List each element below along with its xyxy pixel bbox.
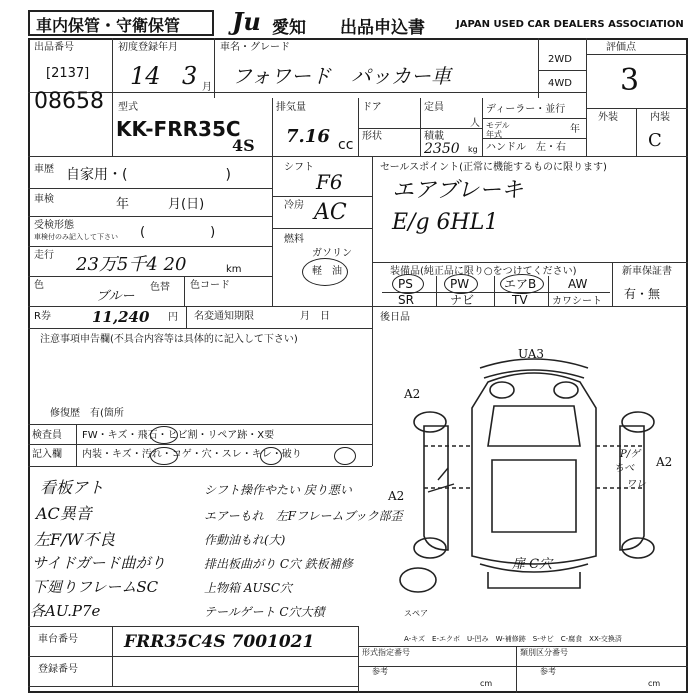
shift-label: シフト (284, 162, 314, 173)
inspector-row1: FW・キズ・飛石・ヒビ割・リペア跡・X要 (82, 430, 275, 441)
registration-month: 3 (182, 62, 198, 90)
fuel-gas: ガソリン (312, 248, 352, 259)
name-change-label: 名変通知期限 (194, 311, 254, 322)
color-label: 色 (34, 280, 44, 291)
divider (516, 646, 517, 693)
rear-label: 後日品 (380, 312, 410, 323)
inspector-entry-label: 記入欄 (32, 449, 62, 460)
mileage-value: 23万5千4 20 (76, 254, 187, 275)
divider (184, 276, 185, 306)
drive-4wd: 4WD (548, 78, 572, 89)
equipment-air-brake-circle (500, 274, 544, 294)
divider (272, 196, 372, 197)
mileage-label: 走行 (34, 250, 54, 261)
divider (272, 228, 372, 229)
lot-bracket: [2137] (46, 66, 90, 81)
dims-label-2: 類別区分番号 (520, 648, 568, 657)
divider (482, 98, 483, 156)
shift-value: F6 (316, 170, 343, 194)
cooling-value: AC (314, 200, 347, 225)
grade-label: 評価点 (606, 42, 636, 53)
equipment-pw-circle (444, 274, 478, 294)
sales-point-line1: エアブレーキ (392, 178, 524, 203)
color-change-label: 色替 (150, 282, 170, 293)
inspection-label: 車検 (34, 194, 54, 205)
model-year-label: モデル年式 (486, 121, 510, 139)
dirt-circle (150, 447, 178, 465)
form-title: 出品申込書 (340, 18, 425, 38)
history-value: 自家用・( ) (66, 167, 231, 183)
divider (358, 98, 359, 156)
divider (586, 38, 587, 156)
load-label: 積載 (424, 131, 444, 142)
note-left-2: AC異音 (36, 504, 92, 523)
divider (28, 444, 372, 445)
divider (28, 156, 688, 157)
diagram-right-mark: A2 (656, 455, 673, 469)
model-name-label: 車名・グレード (220, 42, 290, 53)
equipment-label: 装備品(純正品に限り○をつけてください) (390, 266, 577, 277)
type-value: KK-FRR35C (116, 117, 241, 141)
divider (494, 276, 495, 306)
diagram-bottom-note: 扉 C穴 (512, 557, 553, 572)
divider (586, 108, 688, 109)
divider (358, 666, 688, 667)
org-name: 愛知 (272, 18, 306, 38)
divider (420, 98, 421, 156)
divider (112, 38, 113, 156)
inspection-value: 年 月(日) (116, 197, 205, 212)
recycle-unit: 円 (168, 312, 178, 323)
model-name-value: フォワード パッカー車 (232, 64, 451, 88)
model-year-unit: 年 (570, 124, 580, 135)
received-note: 車検付のみ記入して下さい (34, 233, 118, 241)
diagram-top-mark: UA3 (518, 347, 545, 361)
divider (612, 262, 613, 306)
inspector-row2: 内装・キズ・汚れ・コゲ・穴・スレ・キレ・破り (82, 449, 302, 460)
equipment-pw: PW (450, 277, 470, 291)
type-label: 型式 (118, 102, 138, 113)
load-value: 2350 (424, 141, 460, 157)
divider (538, 70, 586, 71)
note-right-1: シフト操作やたい 戻り悪い (204, 483, 352, 497)
displacement-value: 7.16 (286, 126, 330, 147)
notes-label: 注意事項申告欄(不具合内容等は具体的に記入して下さい) (40, 334, 298, 345)
divider (28, 216, 272, 217)
divider (28, 686, 358, 687)
reg-number-label: 登録番号 (38, 664, 78, 675)
stone-chip-circle (150, 426, 178, 444)
dims-ref-1: 参考 (372, 667, 388, 676)
diagram-right-note-1: P/ゲ (620, 449, 641, 460)
divider (482, 118, 586, 119)
english-title: JAPAN USED CAR DEALERS ASSOCIATION (456, 19, 684, 30)
wear-circle (260, 447, 282, 465)
note-right-4: 排出板曲がり C穴 鉄板補修 (204, 557, 353, 571)
recycle-label: R券 (34, 311, 51, 322)
new-car-warranty-value: 有・無 (624, 287, 661, 301)
note-left-6: 各AU.P7e (30, 602, 101, 620)
cooling-label: 冷房 (284, 200, 304, 211)
divider (372, 262, 688, 263)
lot-number: 08658 (34, 89, 104, 114)
note-right-3: 作動油もれ(大) (204, 533, 286, 547)
divider (186, 306, 187, 328)
divider (548, 276, 549, 306)
divider (372, 306, 373, 466)
damage-legend: A-キズ E-エクボ U-凹み W-補修跡 S-サビ C-腐食 XX-交換済 (404, 635, 622, 643)
fuel-diesel: 軽 油 (312, 266, 342, 277)
dealer-label: ディーラー・並行 (486, 104, 566, 115)
equipment-aw: AW (568, 277, 588, 291)
divider (358, 646, 688, 647)
chassis-label: 車台番号 (38, 634, 78, 645)
divider (358, 626, 359, 693)
new-car-warranty-label: 新車保証書 (622, 266, 672, 277)
received-value: ( ) (140, 225, 216, 240)
chassis-value: FRR35C4S 7001021 (124, 632, 315, 652)
divider (214, 38, 215, 98)
divider (636, 108, 637, 156)
registration-label: 初度登録年月 (118, 42, 178, 53)
diagram-right-note-3: ワレ (626, 479, 646, 490)
storage-tag: 車内保管・守衛保管 (36, 16, 181, 35)
sales-point-label: セールスポイント(正常に機能するものに限ります) (380, 162, 607, 173)
registration-month-unit: 月 (202, 82, 212, 93)
tear-circle (334, 447, 356, 465)
note-left-1: 看板アト (40, 478, 105, 497)
divider (28, 188, 272, 189)
dims-unit-2: cm (648, 679, 661, 688)
divider (28, 328, 372, 329)
note-right-6: テールゲート C穴大積 (204, 605, 325, 619)
capacity-label: 定員 (424, 102, 444, 113)
note-left-3: 左F/W不良 (34, 530, 115, 549)
equipment-tv: TV (512, 293, 528, 307)
divider (28, 246, 272, 247)
note-right-5: 上物箱 AUSC穴 (204, 581, 292, 595)
note-left-5: 下廻りフレームSC (32, 578, 159, 596)
diagram-left-mark: A2 (404, 387, 421, 401)
diagram-right-note-2: ちべ (614, 463, 634, 474)
received-label: 受検形態 (34, 220, 74, 231)
repair-history: 修復歴 有(箇所 (50, 408, 124, 419)
divider (28, 626, 358, 627)
equipment-sr: SR (398, 293, 414, 307)
dims-ref-2: 参考 (540, 667, 556, 676)
drive-2wd: 2WD (548, 54, 572, 65)
note-left-4: サイドガード曲がり (32, 554, 166, 572)
exterior-label: 外装 (598, 112, 618, 123)
dims-label-1: 形式指定番号 (362, 648, 410, 657)
capacity-unit: 人 (470, 118, 480, 129)
inspector-label: 検査員 (32, 430, 62, 441)
load-unit: kg (468, 145, 478, 154)
diagram-spare-label: スペア (404, 609, 428, 618)
divider (76, 424, 77, 466)
diagram-mid-mark: A2 (388, 489, 405, 503)
mileage-unit: km (226, 264, 242, 275)
equipment-ps-circle (392, 274, 424, 294)
equipment-leather: カワシート (552, 296, 602, 307)
dims-unit-1: cm (480, 679, 493, 688)
divider (272, 156, 273, 306)
equipment-ps: PS (398, 277, 413, 291)
lot-label: 出品番号 (34, 42, 74, 53)
ju-logo: Ju (232, 7, 261, 36)
fuel-diesel-circle (302, 258, 348, 286)
handle-label: ハンドル 左・右 (486, 142, 566, 153)
divider (28, 276, 272, 277)
history-label: 車歴 (34, 164, 54, 175)
divider (112, 626, 113, 686)
type-sub: 4S (232, 136, 255, 155)
color-value: ブルー (96, 289, 135, 304)
color-code-label: 色コード (190, 280, 230, 291)
recycle-value: 11,240 (92, 308, 150, 326)
divider (272, 98, 273, 156)
divider (358, 128, 482, 129)
divider (28, 656, 358, 657)
interior-label: 内装 (650, 112, 670, 123)
grade-value: 3 (620, 63, 640, 98)
displacement-unit: cc (338, 137, 354, 153)
equipment-air-brake: エアB (504, 277, 537, 291)
divider (28, 424, 372, 425)
displacement-label: 排気量 (276, 102, 306, 113)
divider (436, 276, 437, 306)
divider (538, 38, 539, 98)
divider (586, 54, 688, 55)
sales-point-line2: E/g 6HL1 (392, 210, 499, 235)
doors-label: ドア (362, 102, 382, 113)
shape-label: 形状 (362, 131, 382, 142)
fuel-label: 燃料 (284, 234, 304, 245)
registration-year: 14 (130, 62, 161, 90)
equipment-navi: ナビ (450, 293, 475, 307)
name-change-value: 月 日 (300, 311, 330, 322)
divider (372, 156, 373, 306)
divider (28, 466, 372, 467)
note-right-2: エアーもれ 左Fフレームブック部歪 (204, 509, 403, 523)
interior-grade: C (648, 130, 662, 151)
